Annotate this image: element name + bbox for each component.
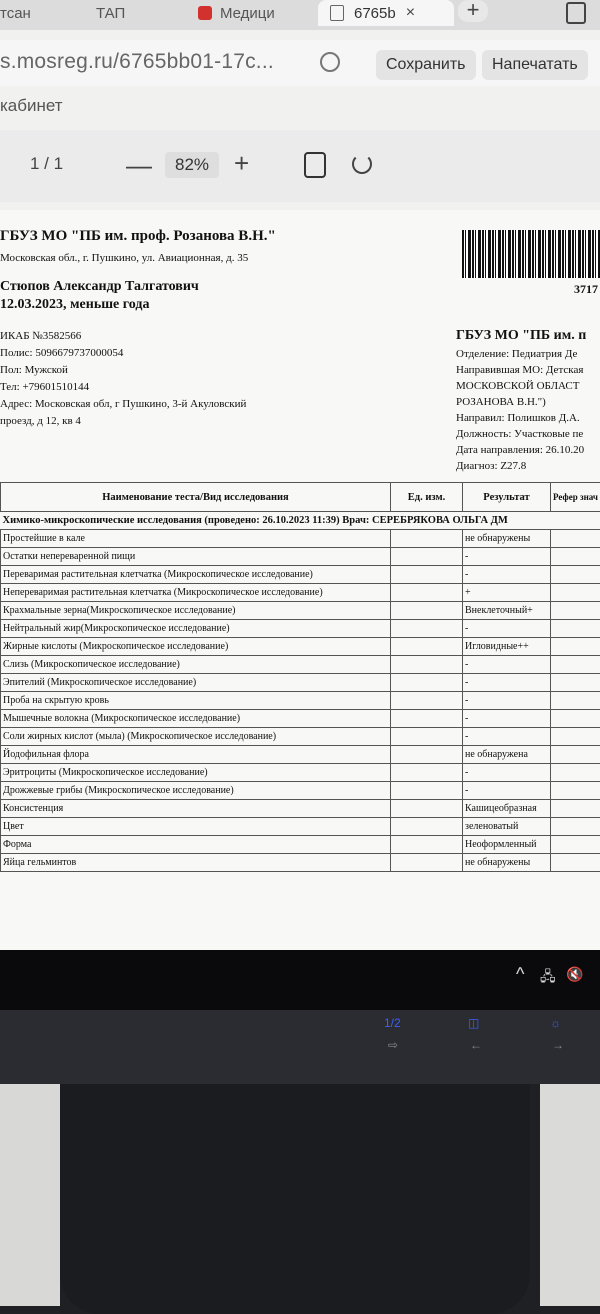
test-name: Жирные кислоты (Микроскопическое исследование) <box>1 638 391 656</box>
result-cell: не обнаружена <box>463 746 551 764</box>
result-cell: - <box>463 674 551 692</box>
zoom-out-button[interactable]: — <box>126 150 152 181</box>
input-select-icon[interactable]: 1/2 <box>384 1016 401 1030</box>
collections-icon[interactable] <box>566 2 586 24</box>
table-row <box>1 638 600 656</box>
info-line: Полис: 5096679737000054 <box>0 345 246 362</box>
reference-cell <box>551 566 600 584</box>
column-header: Результат <box>463 483 551 512</box>
result-cell: Неоформленный <box>463 836 551 854</box>
result-cell: - <box>463 728 551 746</box>
tray-chevron-icon[interactable]: ^ <box>516 964 524 985</box>
org-address: Московская обл., г. Пушкино, ул. Авиационная, д. 35 <box>0 252 248 264</box>
table-row <box>1 620 600 638</box>
tab-bar <box>0 0 600 30</box>
network-icon[interactable]: 🖧 <box>540 966 556 990</box>
result-cell: зеленоватый <box>463 818 551 836</box>
reference-cell <box>551 836 600 854</box>
info-line: Пол: Мужской <box>0 362 246 379</box>
unit-cell <box>391 836 463 854</box>
info-line: Адрес: Московская обл, г Пушкино, 3-й Акуловский <box>0 396 246 413</box>
unit-cell <box>391 818 463 836</box>
tab-label: ТАП <box>96 5 125 22</box>
reference-cell <box>551 584 600 602</box>
unit-cell <box>391 584 463 602</box>
reference-cell <box>551 764 600 782</box>
picture-mode-icon[interactable]: ◫ <box>468 1016 479 1030</box>
result-cell: Игловидные++ <box>463 638 551 656</box>
test-name: Проба на скрытую кровь <box>1 692 391 710</box>
breadcrumb[interactable]: кабинет <box>0 96 63 116</box>
taskbar <box>0 950 600 1010</box>
monitor-bezel <box>0 1010 600 1084</box>
unit-cell <box>391 692 463 710</box>
url-field[interactable]: s.mosreg.ru/6765bb01-17c... <box>0 50 274 74</box>
patient-header <box>0 278 199 314</box>
result-cell: - <box>463 548 551 566</box>
unit-cell <box>391 620 463 638</box>
test-name: Эритроциты (Микроскопическое исследование) <box>1 764 391 782</box>
result-cell: - <box>463 782 551 800</box>
table-row <box>1 710 600 728</box>
column-header: Рефер знач <box>551 483 600 512</box>
unit-cell <box>391 674 463 692</box>
address-bar <box>0 40 600 86</box>
patient-name: Стюпов Александр Талгатович <box>0 278 199 296</box>
test-name: Остатки непереваренной пищи <box>1 548 391 566</box>
desk-surface <box>540 1084 600 1306</box>
table-row <box>1 854 600 872</box>
result-cell: - <box>463 710 551 728</box>
tab-medici[interactable] <box>198 0 298 26</box>
unit-cell <box>391 746 463 764</box>
test-name: Соли жирных кислот (мыла) (Микроскопическое исследование) <box>1 728 391 746</box>
section-row <box>1 512 600 530</box>
unit-cell <box>391 602 463 620</box>
test-name: Непереваримая растительная клетчатка (Микроскопическое исследование) <box>1 584 391 602</box>
pdf-toolbar <box>0 130 600 202</box>
info-line: РОЗАНОВА В.Н.") <box>456 394 586 410</box>
info-line: ИКАБ №3582566 <box>0 328 246 345</box>
test-name: Мышечные волокна (Микроскопическое исследование) <box>1 710 391 728</box>
reference-cell <box>551 854 600 872</box>
unit-cell <box>391 566 463 584</box>
rotate-icon[interactable] <box>352 154 372 174</box>
test-name: Яйца гельминтов <box>1 854 391 872</box>
result-cell: не обнаружены <box>463 530 551 548</box>
patient-birth: 12.03.2023, меньше года <box>0 296 199 314</box>
desk-surface <box>0 1084 60 1306</box>
document-icon <box>330 5 344 21</box>
org-name: ГБУЗ МО "ПБ им. проф. Розанова В.Н." <box>0 228 276 245</box>
zoom-in-button[interactable]: + <box>234 148 249 179</box>
reference-cell <box>551 800 600 818</box>
test-name: Переваримая растительная клетчатка (Микроскопическое исследование) <box>1 566 391 584</box>
left-arrow-icon: ← <box>470 1038 482 1052</box>
unit-cell <box>391 728 463 746</box>
page-indicator[interactable]: 1 / 1 <box>30 154 63 174</box>
table-row <box>1 674 600 692</box>
result-cell: - <box>463 620 551 638</box>
patient-info <box>0 328 246 430</box>
unit-cell <box>391 530 463 548</box>
zoom-level[interactable]: 82% <box>165 152 219 178</box>
table-row <box>1 764 600 782</box>
table-row <box>1 692 600 710</box>
info-line: Отделение: Педиатрия Де <box>456 346 586 362</box>
table-row <box>1 746 600 764</box>
test-name: Крахмальные зерна(Микроскопическое исследование) <box>1 602 391 620</box>
reference-cell <box>551 710 600 728</box>
tab-active-document[interactable] <box>318 0 454 26</box>
unit-cell <box>391 548 463 566</box>
test-name: Дрожжевые грибы (Микроскопическое исследование) <box>1 782 391 800</box>
print-button[interactable]: Напечатать <box>482 50 588 80</box>
reference-cell <box>551 638 600 656</box>
tab-label: тсан <box>0 5 31 22</box>
search-icon[interactable] <box>320 52 340 72</box>
info-line: Направил: Полишков Д.А. <box>456 410 586 426</box>
test-name: Форма <box>1 836 391 854</box>
table-header-row <box>1 483 600 512</box>
unit-cell <box>391 656 463 674</box>
test-name: Консистенция <box>1 800 391 818</box>
reference-cell <box>551 548 600 566</box>
column-header: Ед. изм. <box>391 483 463 512</box>
new-tab-button[interactable]: + <box>458 0 488 22</box>
monitor-stand <box>60 1084 530 1314</box>
info-line: Дата направления: 26.10.20 <box>456 442 586 458</box>
column-header: Наименование теста/Вид исследования <box>1 483 391 512</box>
table-row <box>1 530 600 548</box>
referral-info <box>456 326 586 474</box>
unit-cell <box>391 710 463 728</box>
tab-label: 6765b <box>354 5 396 22</box>
table-row <box>1 800 600 818</box>
site-favicon-icon <box>198 6 212 20</box>
table-row <box>1 818 600 836</box>
unit-cell <box>391 782 463 800</box>
info-line: Диагноз: Z27.8 <box>456 458 586 474</box>
test-name: Слизь (Микроскопическое исследование) <box>1 656 391 674</box>
result-cell: - <box>463 764 551 782</box>
table-row <box>1 836 600 854</box>
reference-cell <box>551 530 600 548</box>
table-row <box>1 728 600 746</box>
tab-close-icon[interactable]: × <box>406 4 415 22</box>
result-cell: не обнаружены <box>463 854 551 872</box>
reference-cell <box>551 692 600 710</box>
reference-cell <box>551 728 600 746</box>
fit-page-icon[interactable] <box>304 152 326 178</box>
reference-cell <box>551 602 600 620</box>
table-row <box>1 548 600 566</box>
result-cell: Кашицеобразная <box>463 800 551 818</box>
result-cell: - <box>463 566 551 584</box>
test-name: Цвет <box>1 818 391 836</box>
table-row <box>1 656 600 674</box>
info-line: Должность: Участковые пе <box>456 426 586 442</box>
result-cell: + <box>463 584 551 602</box>
reference-cell <box>551 818 600 836</box>
unit-cell <box>391 764 463 782</box>
test-name: Простейшие в кале <box>1 530 391 548</box>
volume-muted-icon[interactable]: 🔇 <box>566 966 583 983</box>
reference-cell <box>551 620 600 638</box>
unit-cell <box>391 854 463 872</box>
unit-cell <box>391 638 463 656</box>
test-name: Нейтральный жир(Микроскопическое исследование) <box>1 620 391 638</box>
tab-1[interactable] <box>0 0 60 26</box>
result-cell: - <box>463 656 551 674</box>
right-arrow-icon: → <box>552 1038 564 1052</box>
unit-cell <box>391 800 463 818</box>
tab-tap[interactable] <box>96 0 156 26</box>
table-row <box>1 584 600 602</box>
document-page <box>0 210 600 950</box>
tab-label: Медици <box>220 5 275 22</box>
table-row <box>1 602 600 620</box>
table-row <box>1 782 600 800</box>
test-name: Йодофильная флора <box>1 746 391 764</box>
results-table <box>0 482 600 872</box>
info-line: Направившая МО: Детская <box>456 362 586 378</box>
barcode-image <box>462 230 600 278</box>
source-icon: ⇨ <box>388 1038 398 1052</box>
barcode-number: 3717 <box>574 282 598 297</box>
reference-cell <box>551 674 600 692</box>
info-line: МОСКОВСКОЙ ОБЛАСТ <box>456 378 586 394</box>
table-row <box>1 566 600 584</box>
result-cell: Внеклеточный+ <box>463 602 551 620</box>
section-title: Химико-микроскопические исследования (проведено: 26.10.2023 11:39) Врач: СЕРЕБРЯКОВА ОЛЬГА ДМ <box>1 512 600 530</box>
result-cell: - <box>463 692 551 710</box>
reference-cell <box>551 782 600 800</box>
brightness-icon[interactable]: ☼ <box>550 1016 561 1030</box>
reference-cell <box>551 656 600 674</box>
save-button[interactable]: Сохранить <box>376 50 476 80</box>
referral-org: ГБУЗ МО "ПБ им. п <box>456 326 586 346</box>
reference-cell <box>551 746 600 764</box>
info-line: Тел: +79601510144 <box>0 379 246 396</box>
info-line: проезд, д 12, кв 4 <box>0 413 246 430</box>
test-name: Эпителий (Микроскопическое исследование) <box>1 674 391 692</box>
